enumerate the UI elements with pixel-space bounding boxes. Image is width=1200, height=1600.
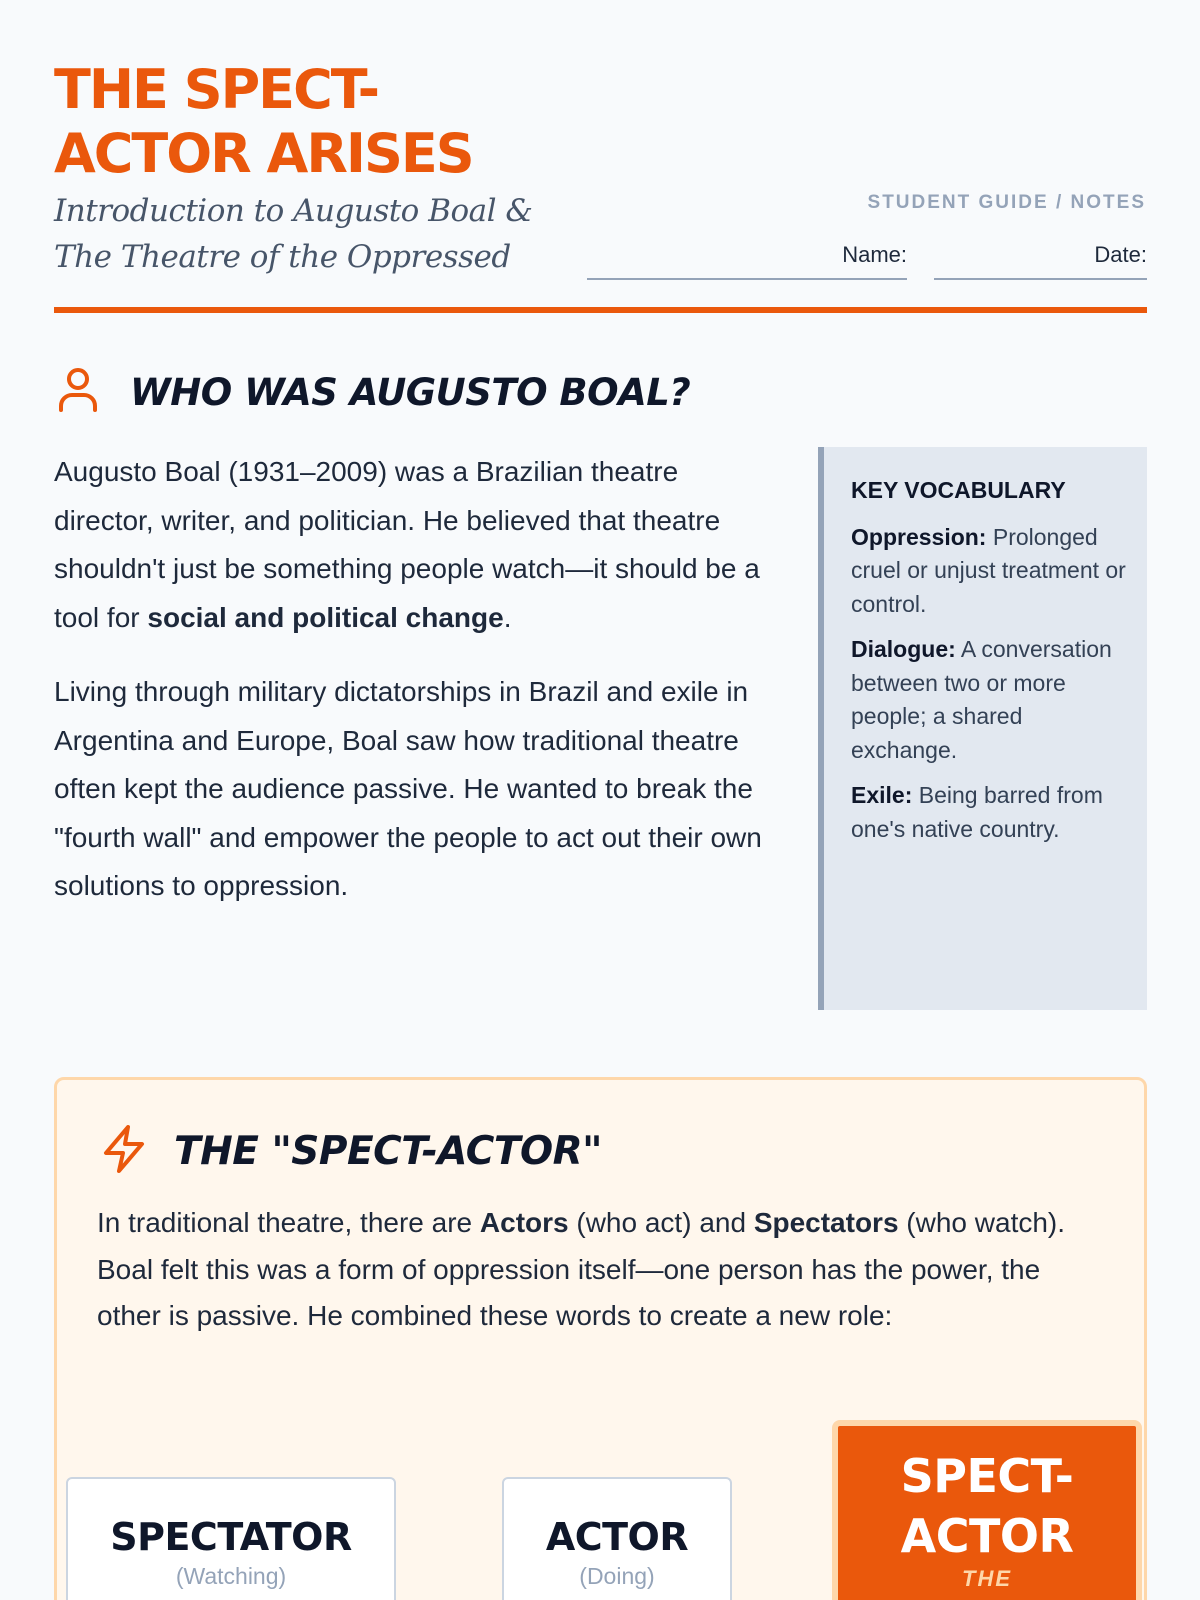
vocab-term-word: Oppression:	[851, 523, 987, 550]
user-icon	[56, 366, 100, 419]
vocab-term-word: Exile:	[851, 782, 913, 808]
who-paragraph-1	[54, 448, 776, 642]
spect-actor-heading: THE "SPECT-ACTOR"	[174, 1129, 602, 1174]
who-p1-bold: social and political change	[147, 601, 504, 633]
vocab-term	[851, 779, 1127, 846]
spect-actor-note: THE	[962, 1566, 1012, 1591]
spect-actor-word-2: ACTOR	[900, 1509, 1074, 1563]
vocab-heading: KEY VOCABULARY	[851, 477, 1066, 503]
vocab-term-def: A conversation between two or more people; a shared exchange.	[851, 636, 1112, 763]
actor-card	[502, 1477, 732, 1600]
spect-text-part: (who watch). Boal felt this was a form of oppression itself—one person has the power, the other is passive. He combined these words to create a new role:	[97, 1207, 1066, 1331]
spect-actor-text	[97, 1200, 1107, 1340]
title-line-2: ACTOR ARISES	[54, 122, 473, 185]
spect-actor-word-1: SPECT-	[900, 1449, 1074, 1503]
title-line-1: THE SPECT-	[54, 58, 379, 121]
spect-actor-heading-row	[100, 1124, 602, 1179]
guide-label: STUDENT GUIDE / NOTES	[867, 192, 1146, 213]
who-p1-start: Augusto Boal (1931–2009) was a Brazilian theatre director, writer, and politician. He believed that theatre shouldn't just be something people watch—it should be a tool for	[54, 456, 760, 633]
name-field[interactable]: Name:	[587, 238, 907, 280]
vocab-term-word: Dialogue:	[851, 636, 956, 662]
spect-text-part: (who act) and	[568, 1207, 754, 1238]
spect-actor-card	[832, 1420, 1142, 1600]
lightning-icon	[100, 1124, 148, 1179]
header-divider	[54, 307, 1147, 313]
spectator-note: (Watching)	[175, 1563, 287, 1589]
key-vocabulary-panel	[818, 447, 1147, 1010]
who-heading: WHO WAS AUGUSTO BOAL?	[130, 371, 691, 414]
actor-note: (Doing)	[579, 1563, 655, 1589]
spectators-term: Spectators	[753, 1207, 899, 1238]
vocab-term-def: Being barred from one's native country.	[851, 782, 1103, 842]
vocab-term	[851, 521, 1127, 622]
vocab-term-def: Prolonged cruel or unjust treatment or control.	[851, 523, 1126, 617]
spectator-word: SPECTATOR	[110, 1515, 352, 1559]
spectator-card	[66, 1477, 396, 1600]
vocab-term	[851, 633, 1127, 767]
actor-word: ACTOR	[545, 1515, 689, 1559]
page-title	[54, 58, 473, 186]
date-field[interactable]: Date:	[934, 238, 1147, 280]
who-body	[54, 448, 776, 911]
who-section-heading	[56, 366, 690, 419]
spect-text-part: In traditional theatre, there are	[97, 1207, 480, 1238]
subtitle-line-1: Introduction to Augusto Boal &	[54, 193, 533, 229]
page-subtitle	[54, 188, 533, 280]
actors-term: Actors	[479, 1207, 569, 1238]
subtitle-line-2: The Theatre of the Oppressed	[54, 239, 511, 275]
who-paragraph-2: Living through military dictatorships in Brazil and exile in Argentina and Europe, Boal saw how traditional theatre often kept the audience passive. He wanted to break the "fourth wall" and empower the people to act out their own solutions to oppression.	[54, 676, 762, 901]
who-p1-end: .	[503, 601, 512, 633]
